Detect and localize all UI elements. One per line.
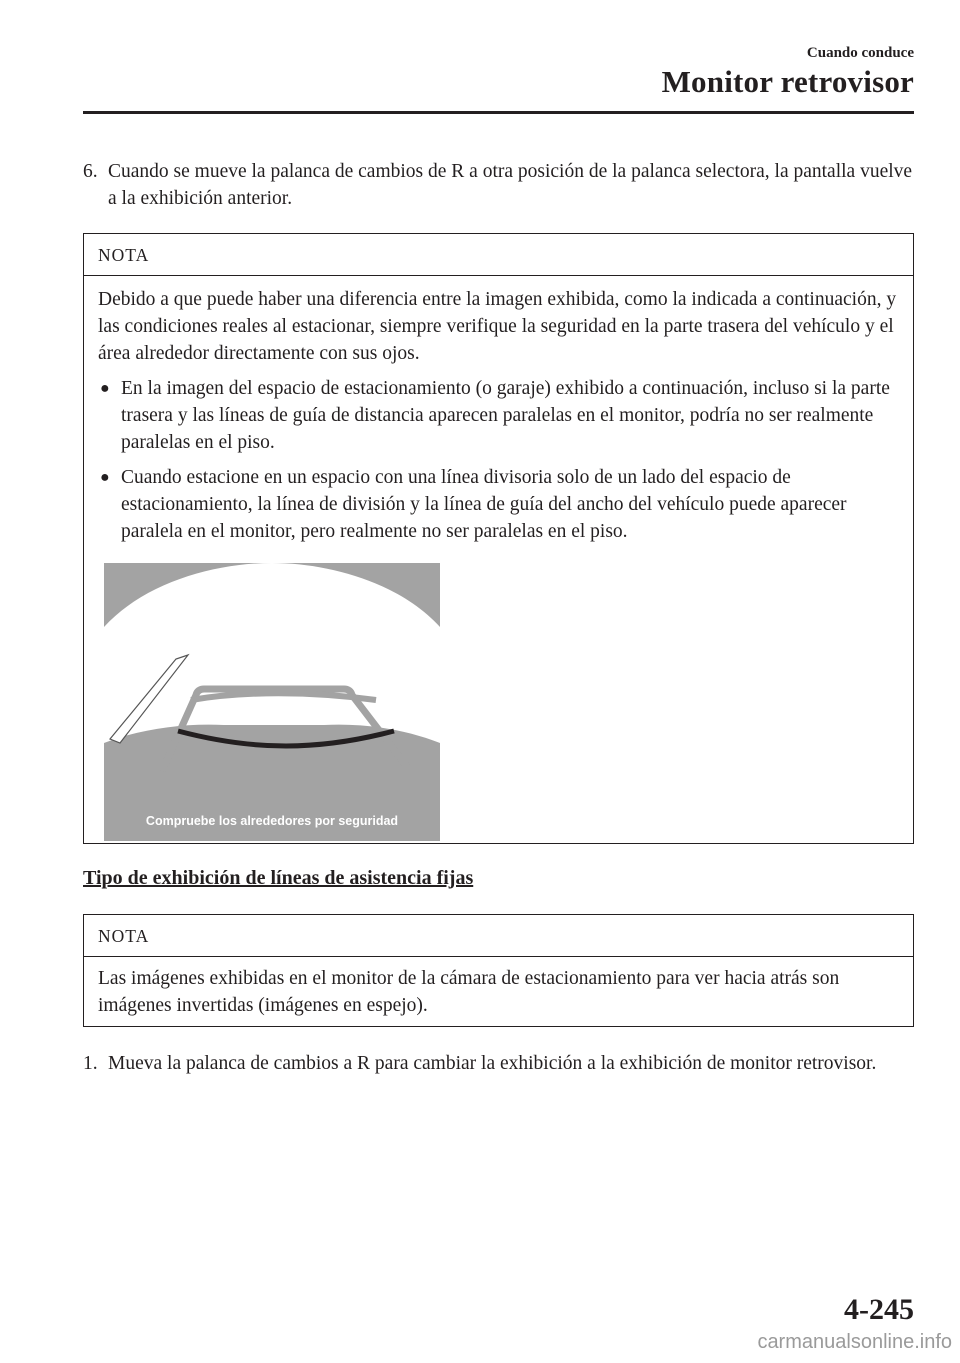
note-body <box>84 957 913 1019</box>
step-6 <box>83 158 914 212</box>
rear-camera-view-graphic <box>104 563 440 841</box>
step-text: Mueva la palanca de cambios a R para cambiar la exhibición a la exhibición de monitor retrovisor. <box>108 1053 877 1074</box>
step-number: 6. <box>83 161 98 182</box>
note-paragraph: Debido a que puede haber una diferencia entre la imagen exhibida, como la indicada a continuación, y las condiciones reales al estacionar, siempre verifique la seguridad en la parte trasera del vehículo y el área alrededor directamente con sus ojos. <box>98 289 897 364</box>
bullet-icon: ● <box>100 469 110 486</box>
page-header <box>662 44 914 100</box>
bullet-text: Cuando estacione en un espacio con una línea divisoria solo de un lado del espacio de estacionamiento, la línea de división y la línea de guía del ancho del vehículo puede aparecer paralela en el monitor, pero realmente no ser paralelas en el piso. <box>121 467 847 542</box>
rear-camera-illustration <box>104 563 440 841</box>
note-bullet <box>98 375 899 456</box>
subheading: Tipo de exhibición de líneas de asistencia fijas <box>83 867 474 889</box>
page-number: 4-245 <box>844 1293 914 1326</box>
note-bullet <box>98 464 899 545</box>
note-heading: NOTA <box>84 915 913 957</box>
header-rule <box>83 111 914 114</box>
camera-view-area <box>104 563 440 743</box>
note-paragraph: Las imágenes exhibidas en el monitor de la cámara de estacionamiento para ver hacia atrás son imágenes invertidas (imágenes en espejo). <box>98 968 840 1016</box>
note-box-1 <box>83 233 914 844</box>
note-box-2 <box>83 914 914 1027</box>
step-number: 1. <box>83 1053 98 1074</box>
watermark: carmanualsonline.info <box>757 1331 952 1353</box>
bullet-text: En la imagen del espacio de estacionamiento (o garaje) exhibido a continuación, incluso si la parte trasera y las líneas de guía de distancia aparecen paralelas en el monitor, podría no ser realmente paralelas en el piso. <box>121 378 890 453</box>
step-text: Cuando se mueve la palanca de cambios de R a otra posición de la palanca selectora, la pantalla vuelve a la exhibición anterior. <box>108 161 913 209</box>
note-heading: NOTA <box>84 234 913 276</box>
step-1 <box>83 1050 914 1077</box>
section-name: Cuando conduce <box>806 45 914 61</box>
figure-caption: Compruebe los alrededores por seguridad <box>145 814 399 828</box>
bullet-icon: ● <box>100 380 110 397</box>
note-body <box>84 276 913 841</box>
page-title: Monitor retrovisor <box>661 64 914 99</box>
